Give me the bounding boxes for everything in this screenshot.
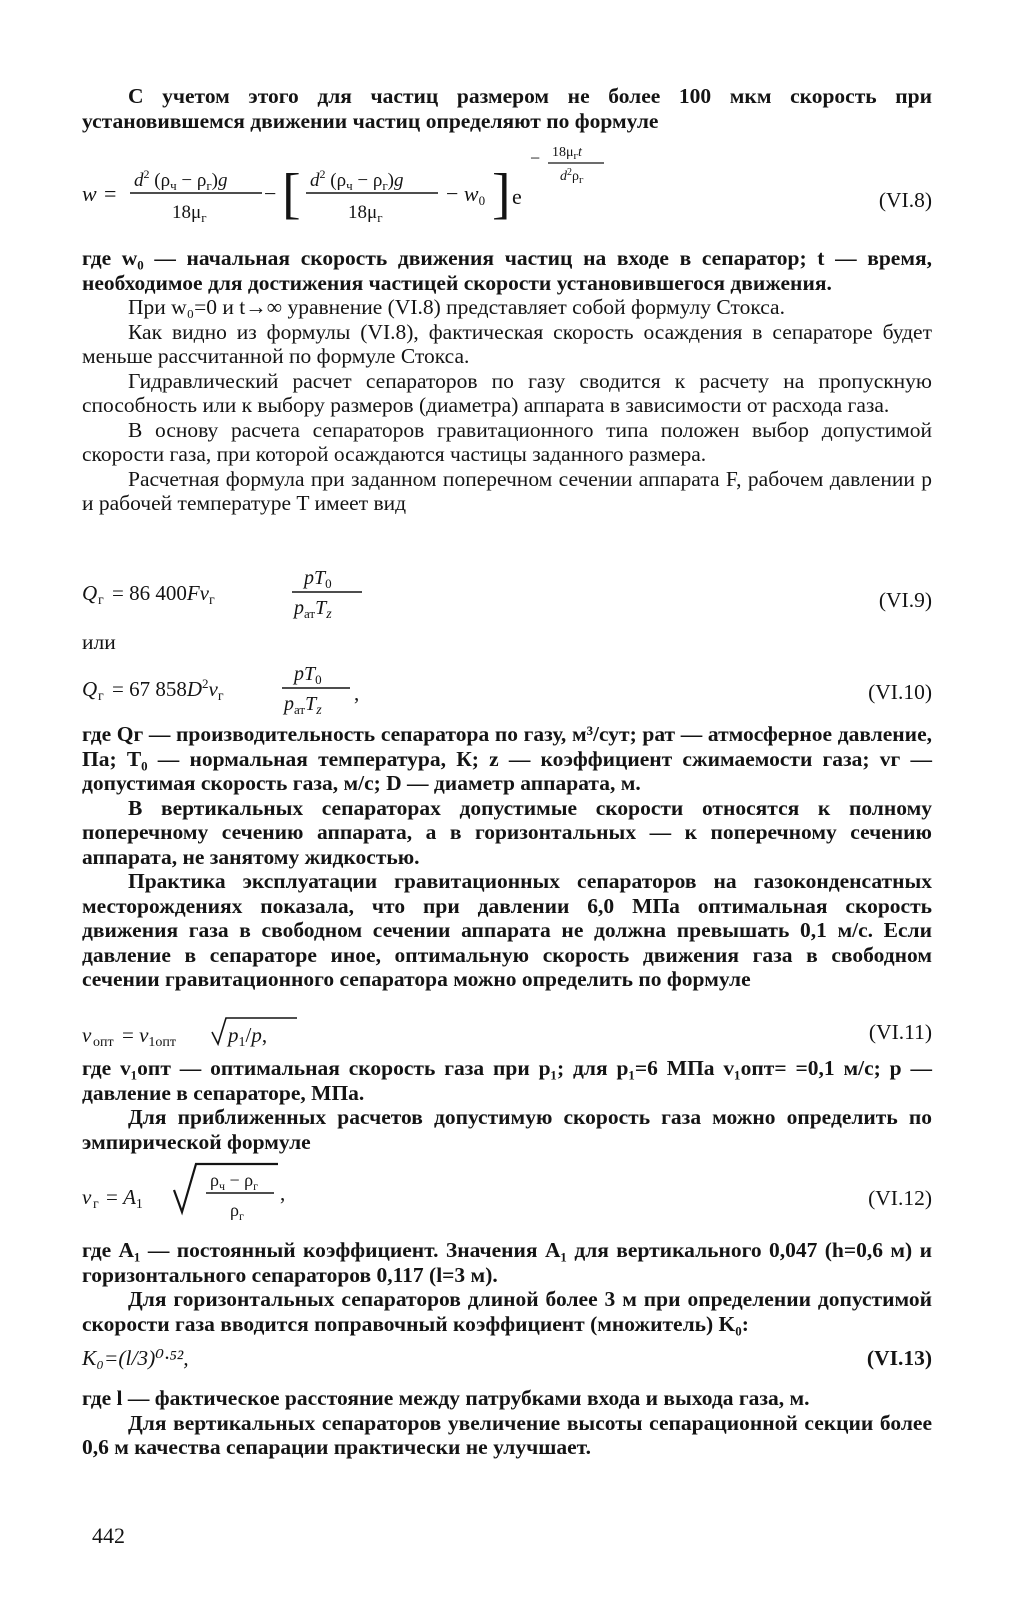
equation-number-vi10: (VI.10) bbox=[868, 680, 932, 704]
equation-vi9 bbox=[82, 562, 932, 624]
svg-text:= A1: = A1 bbox=[106, 1185, 143, 1212]
svg-text:v: v bbox=[82, 1185, 92, 1209]
svg-text:−: − bbox=[264, 181, 277, 206]
svg-text:ρч − ρг: $\rho_ч - \rho_г$ bbox=[210, 1170, 259, 1193]
svg-text:d2ρг: $d^2\rho_г$ bbox=[560, 167, 584, 186]
paragraph-or bbox=[82, 630, 932, 655]
text-hydraulic: Гидравлический расчет сепараторов по газу сводится к расчету на пропускную способность или к выбору размеров (диаметра) аппарата в зависимости от расхода газа. bbox=[82, 368, 932, 417]
svg-text:Q: Q bbox=[82, 677, 98, 701]
svg-text:e: e bbox=[512, 184, 522, 209]
equation-vi9-formula bbox=[82, 562, 482, 624]
text-where-a1: где A₁ — постоянный коэффициент. Значения A₁ для вертикального 0,047 (h=0,6 м) и горизонтального сепараторов 0,117 (l=3 м). bbox=[82, 1238, 932, 1287]
equation-vi12 bbox=[82, 1160, 932, 1222]
svg-text:18μг: $18\mu_г$ bbox=[348, 202, 383, 225]
text-stokes: При w₀=0 и t→∞ уравнение (VI.8) представляет собой формулу Стокса. bbox=[128, 295, 785, 319]
svg-text:pT0: $pT_0$ bbox=[304, 567, 332, 591]
equation-number-vi9: (VI.9) bbox=[878, 588, 932, 612]
text-where-l: где l — фактическое расстояние между патрубками входа и выхода газа, м. bbox=[82, 1386, 810, 1410]
svg-text:= 67 858D2vг: = 67 $858D^2vг$ bbox=[112, 676, 224, 704]
text-where-w0: где w₀ — начальная скорость движения частиц на входе в сепаратор; t — время, необходимое для достижения частицей скорости установившегося движения. bbox=[82, 246, 932, 295]
text-approx: Для приближенных расчетов допустимую скорость газа можно определить по эмпирической формуле bbox=[82, 1105, 932, 1154]
paragraph-block-3 bbox=[82, 1056, 932, 1154]
paragraph-block-1 bbox=[82, 246, 932, 516]
paragraph-block-5 bbox=[82, 1386, 932, 1460]
svg-text:d2 (ρч − ρг)g: $d^2$ $(\rho_ч - \rho_г)g$ bbox=[134, 167, 228, 193]
text-basis: В основу расчета сепараторов гравитационного типа положен выбор допустимой скорости газа, при которой осаждаются частицы заданного размера. bbox=[82, 417, 932, 466]
svg-text:d2 (ρч − ρг)g: $d^2$ $(\rho_ч - \rho_г)g$ bbox=[310, 167, 404, 193]
text-vertical: В вертикальных сепараторах допустимые скорости относятся к полному поперечному сечению аппарата, а в горизонтальных — к поперечному сечению аппарата, не занятому жидкостью. bbox=[82, 795, 932, 869]
equation-vi10 bbox=[82, 660, 932, 722]
page-number: 442 bbox=[92, 1523, 125, 1548]
svg-text:v: v bbox=[82, 1023, 92, 1047]
svg-text:p1/p,: p1/p, bbox=[228, 1023, 268, 1050]
equation-vi12-formula bbox=[82, 1160, 402, 1222]
svg-text:=: = bbox=[104, 181, 117, 206]
equation-vi8-formula bbox=[82, 138, 802, 233]
equation-vi10-formula bbox=[82, 660, 482, 722]
equation-vi11 bbox=[82, 1014, 932, 1054]
equation-vi13-formula: K₀=(l/3)⁰·⁵², bbox=[82, 1346, 189, 1370]
text-where-qg: где Qг — производительность сепаратора по газу, м³/сут; pат — атмосферное давление, Па; T₀ — нормальная температура, К; z — коэффициент сжимаемости газа; vг — допустимая скорость газа, м/с; D — диаметр аппарата, м. bbox=[82, 722, 932, 795]
svg-text:− w0: − w0 bbox=[446, 181, 486, 208]
svg-text:= v1опт: = v1опт bbox=[122, 1023, 177, 1050]
equation-number-vi11: (VI.11) bbox=[868, 1020, 932, 1044]
text-design: Расчетная формула при заданном поперечном сечении аппарата F, рабочем давлении p и рабочей температуре T имеет вид bbox=[82, 466, 932, 515]
equation-number-vi8: (VI.8) bbox=[878, 188, 932, 212]
svg-text:w: w bbox=[82, 181, 97, 206]
svg-text:pT0: $pT_0$ bbox=[294, 663, 322, 687]
svg-text:−: − bbox=[530, 148, 541, 168]
svg-text:опт: опт bbox=[93, 1035, 114, 1050]
equation-vi8 bbox=[82, 138, 932, 233]
equation-number-vi12: (VI.12) bbox=[868, 1186, 932, 1210]
intro-text: С учетом этого для частиц размером не более 100 мкм скорость при установившемся движении частиц определяют по формуле bbox=[82, 84, 932, 133]
svg-text:Q: Q bbox=[82, 581, 98, 605]
text-where-v1opt: где v₁опт — оптимальная скорость газа при p₁; для p₁=6 МПа v₁опт= =0,1 м/с; p — давление в сепараторе, МПа. bbox=[82, 1056, 932, 1105]
svg-text:г: г bbox=[98, 593, 104, 608]
svg-text:pатTz: $p_{ат}T_z$ bbox=[284, 693, 322, 718]
equation-number-vi13: (VI.13) bbox=[866, 1346, 932, 1370]
paragraph-block-4 bbox=[82, 1238, 932, 1336]
svg-text:18μгt: $18\mu_гt$ bbox=[552, 145, 582, 162]
text-height: Для вертикальных сепараторов увеличение высоты сепарационной секции более 0,6 м качества сепарации практически не улучшает. bbox=[82, 1410, 932, 1459]
paragraph-intro bbox=[82, 84, 932, 133]
text-or: или bbox=[82, 630, 116, 654]
svg-text:pатTz: $p_{ат}T_z$ bbox=[294, 597, 332, 622]
svg-text:,: , bbox=[354, 681, 360, 705]
svg-text:]: ] bbox=[492, 163, 511, 225]
svg-text:= 86 400Fvг: = 86 400Fvг bbox=[112, 581, 215, 608]
text-formula-shows: Как видно из формулы (VI.8), фактическая скорость осаждения в сепараторе будет меньше рассчитанной по формуле Стокса. bbox=[82, 319, 932, 368]
svg-text:ρг: $\rho_г$ bbox=[230, 1200, 244, 1222]
svg-text:г: г bbox=[93, 1197, 99, 1212]
svg-text:,: , bbox=[280, 1181, 286, 1205]
svg-text:[: [ bbox=[282, 163, 301, 225]
equation-vi13 bbox=[82, 1346, 932, 1376]
svg-text:г: г bbox=[98, 689, 104, 704]
text-horizontal: Для горизонтальных сепараторов длиной более 3 м при определении допустимой скорости газа вводится поправочный коэффициент (множитель) K₀: bbox=[82, 1287, 932, 1336]
equation-vi11-formula bbox=[82, 1014, 402, 1054]
paragraph-block-2 bbox=[82, 722, 932, 992]
svg-text:18μг: $18\mu_г$ bbox=[172, 202, 207, 225]
text-practice: Практика эксплуатации гравитационных сепараторов на газоконденсатных месторождениях показала, что при давлении 6,0 МПа оптимальная скорость движения газа в свободном сечении аппарата не должна превышать 0,1 м/с. Если давление в сепараторе иное, оптимальную скорость движения газа в свободном сечении гравитационного сепаратора можно определить по формуле bbox=[82, 869, 932, 991]
